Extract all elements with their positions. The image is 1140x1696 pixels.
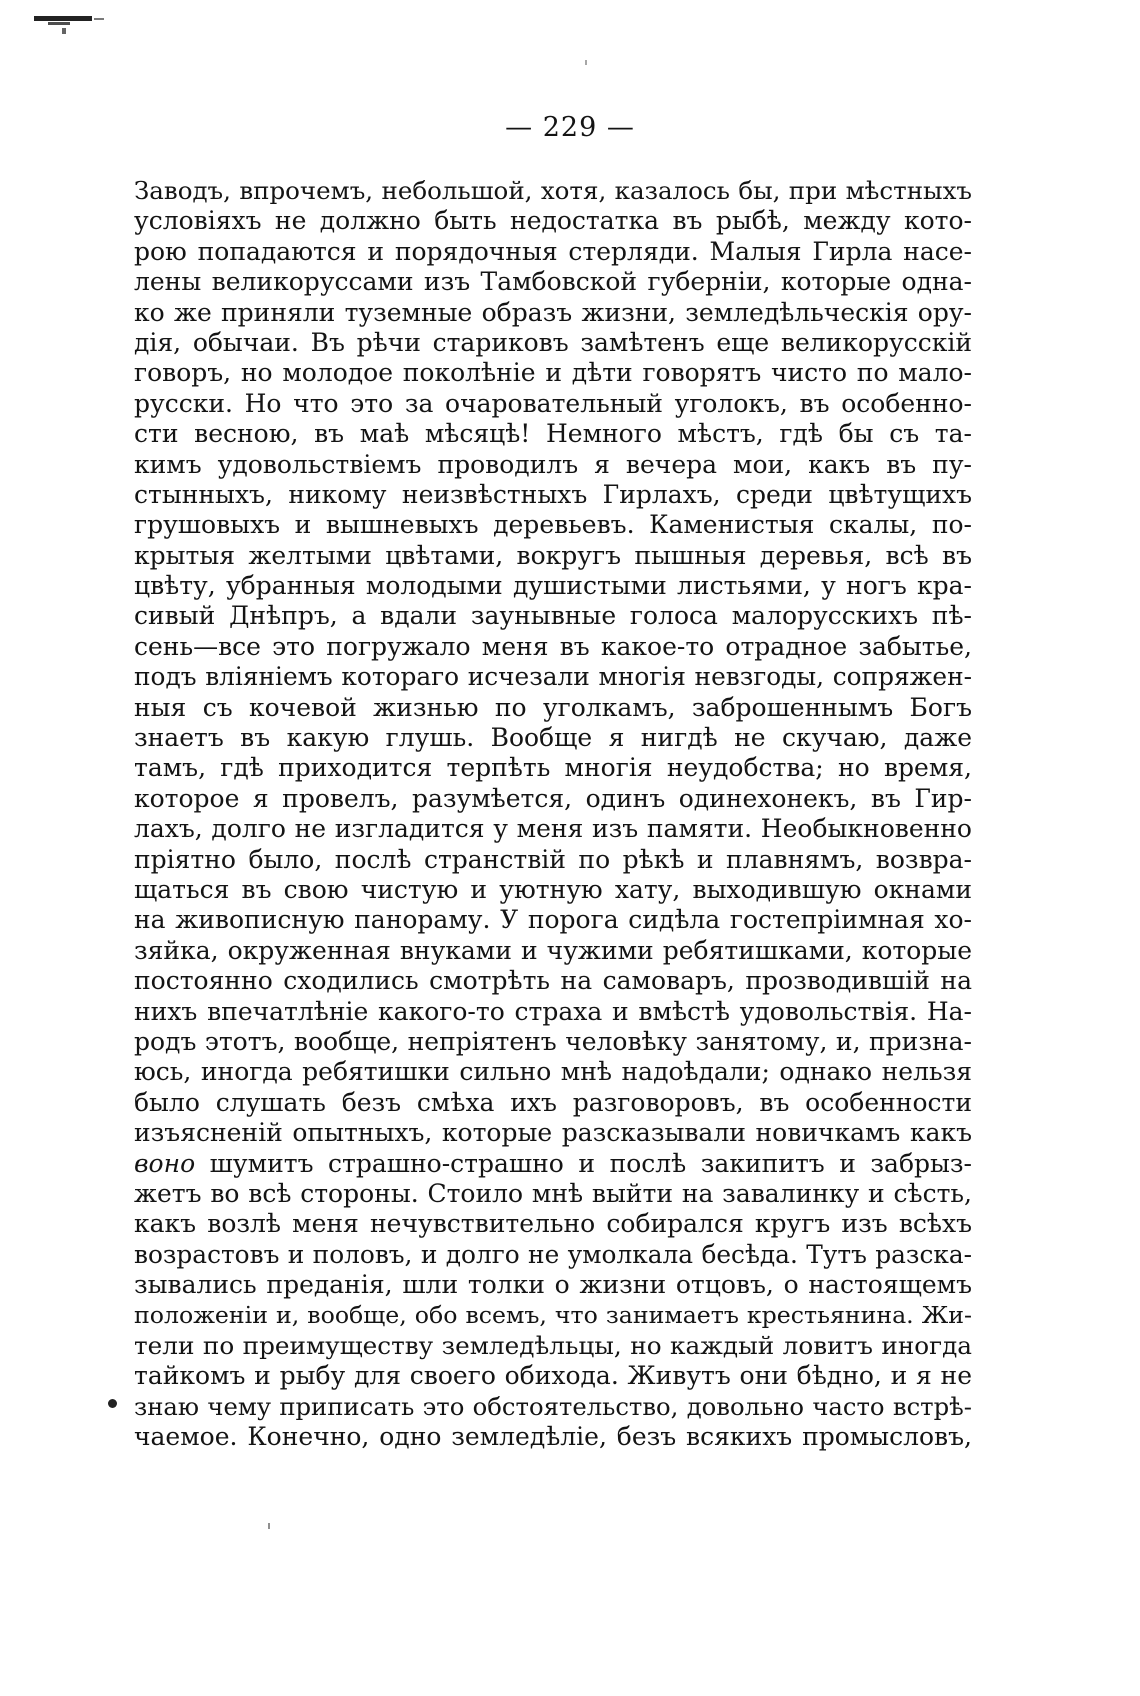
text-line: ныя съ кочевой жизнью по уголкамъ, заброшеннымъ Богъ xyxy=(134,692,972,722)
text-line: лахъ, долго не изгладится у меня изъ памяти. Необыкновенно xyxy=(134,814,972,844)
text-line: юсь, иногда ребятишки сильно мнѣ надоѣдали; однако нельзя xyxy=(134,1057,972,1087)
text-line: условіяхъ не должно быть недостатка въ рыбѣ, между кото- xyxy=(134,206,972,236)
scan-speck xyxy=(34,16,92,21)
text-line: нихъ впечатлѣніе какого-то страха и вмѣстѣ удовольствія. На- xyxy=(134,996,972,1026)
text-line: лены великоруссами изъ Тамбовской губерніи, которые одна- xyxy=(134,267,972,297)
italic-word: воно xyxy=(134,1148,196,1178)
text-line: знаю чему приписать это обстоятельство, довольно часто встрѣ- xyxy=(134,1391,972,1421)
body-text xyxy=(134,176,972,1452)
text-line: дія, обычаи. Въ рѣчи стариковъ замѣтенъ еще великорусскій xyxy=(134,327,972,357)
margin-dot xyxy=(108,1399,117,1408)
text-line: возрастовъ и половъ, и долго не умолкала бесѣда. Тутъ разска- xyxy=(134,1239,972,1269)
text-line: подъ вліяніемъ котораго исчезали многія невзгоды, сопряжен- xyxy=(134,662,972,692)
text-line: чаемое. Конечно, одно земледѣліе, безъ всякихъ промысловъ, xyxy=(134,1422,972,1452)
text-line: Заводъ, впрочемъ, небольшой, хотя, казалось бы, при мѣстныхъ xyxy=(134,176,972,205)
text-line: жетъ во всѣ стороны. Стоило мнѣ выйти на завалинку и сѣсть, xyxy=(134,1178,972,1208)
text-line: рою попадаются и порядочныя стерляди. Малыя Гирла насе- xyxy=(134,236,972,266)
text-line: сти весною, въ маѣ мѣсяцѣ! Немного мѣстъ, гдѣ бы съ та- xyxy=(134,419,972,449)
text-line: постоянно сходились смотрѣть на самоваръ, прозводившій на xyxy=(134,966,972,996)
text-line: тайкомъ и рыбу для своего обихода. Живутъ они бѣдно, и я не xyxy=(134,1361,972,1391)
text-line: зывались преданія, шли толки о жизни отцовъ, о настоящемъ xyxy=(134,1270,972,1300)
scan-speck xyxy=(48,22,70,25)
text-line: тели по преимуществу земледѣльцы, но каждый ловитъ иногда xyxy=(134,1330,972,1360)
text-line: ко же приняли туземные образъ жизни, земледѣльческія ору- xyxy=(134,297,972,327)
page-number: — 229 — xyxy=(505,112,635,143)
text-line: русски. Но что это за очаровательный уголокъ, въ особенно- xyxy=(134,388,972,418)
text-line: изъясненій опытныхъ, которые разсказывали новичкамъ какъ xyxy=(134,1118,972,1148)
text-line: родъ этотъ, вообще, непріятенъ человѣку занятому, и, призна- xyxy=(134,1026,972,1056)
text-line: цвѣту, убранныя молодыми душистыми листьями, у ногъ кра- xyxy=(134,571,972,601)
text-line-with-italic xyxy=(134,1149,972,1179)
text-line: какъ возлѣ меня нечувствительно собирался кругъ изъ всѣхъ xyxy=(134,1209,972,1239)
scan-speck xyxy=(268,1523,270,1529)
text-line: щаться въ свою чистую и уютную хату, выходившую окнами xyxy=(134,874,972,904)
text-line: положеніи и, вообще, обо всемъ, что занимаетъ крестьянина. Жи- xyxy=(134,1301,972,1330)
text-line: крытыя желтыми цвѣтами, вокругъ пышныя деревья, всѣ въ xyxy=(134,540,972,570)
scan-speck xyxy=(94,18,104,20)
text-line-rest: шумитъ страшно-страшно и послѣ закипитъ и забрыз- xyxy=(209,1148,972,1178)
text-line: на живописную панораму. У порога сидѣла гостепріимная хо- xyxy=(134,905,972,935)
text-line: знаетъ въ какую глушь. Вообще я нигдѣ не скучаю, даже xyxy=(134,723,972,753)
text-line: пріятно было, послѣ странствій по рѣкѣ и плавнямъ, возвра- xyxy=(134,844,972,874)
text-line: было слушать безъ смѣха ихъ разговоровъ, въ особенности xyxy=(134,1087,972,1117)
text-line: грушовыхъ и вышневыхъ деревьевъ. Каменистыя скалы, по- xyxy=(134,510,972,540)
scan-speck xyxy=(585,60,587,65)
text-line: кимъ удовольствіемъ проводилъ я вечера мои, какъ въ пу- xyxy=(134,449,972,479)
text-line: сень—все это погружало меня въ какое-то отрадное забытье, xyxy=(134,631,972,661)
text-line: зяйка, окруженная внуками и чужими ребятишками, которые xyxy=(134,935,972,965)
scan-speck xyxy=(62,28,66,34)
text-line: тамъ, гдѣ приходится терпѣть многія неудобства; но время, xyxy=(134,753,972,783)
text-line: которое я провелъ, разумѣется, одинъ одинехонекъ, въ Гир- xyxy=(134,783,972,813)
text-line: сивый Днѣпръ, а вдали заунывные голоса малорусскихъ пѣ- xyxy=(134,601,972,631)
text-line: говоръ, но молодое поколѣніе и дѣти говорятъ чисто по мало- xyxy=(134,358,972,388)
text-line: стынныхъ, никому неизвѣстныхъ Гирлахъ, среди цвѣтущихъ xyxy=(134,479,972,509)
